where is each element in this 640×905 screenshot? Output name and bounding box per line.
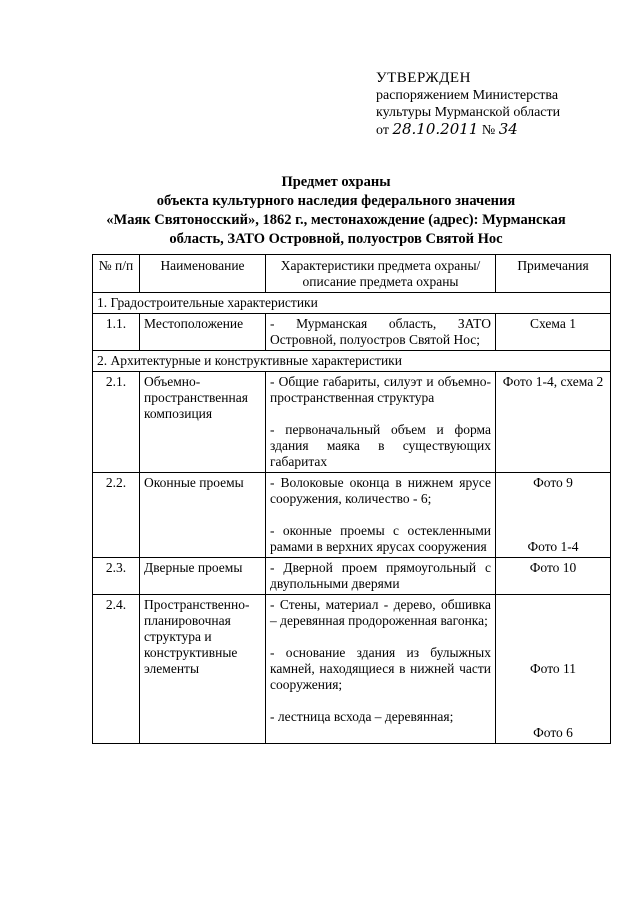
section-2-title: 2. Архитектурные и конструктивные характеристики — [93, 351, 611, 372]
row-note — [496, 595, 611, 744]
document-title — [70, 173, 602, 249]
table-row — [93, 372, 611, 473]
approval-date-line — [376, 121, 616, 139]
table-header-row — [93, 255, 611, 293]
handwritten-number: 34 — [498, 120, 518, 138]
row-desc — [266, 595, 496, 744]
approval-title: УТВЕРЖДЕН — [376, 70, 471, 86]
header-note: Примечания — [496, 255, 611, 293]
row-name: Пространственно-планировочная структура и конструктивные элементы — [140, 595, 266, 744]
note-item: Фото 1-4 — [527, 539, 579, 554]
header-num: № п/п — [93, 255, 140, 293]
title-line-4: область, ЗАТО Островной, полуостров Святой Нос — [169, 231, 503, 247]
row-num: 1.1. — [93, 314, 140, 351]
desc-item: - основание здания из булыжных камней, находящиеся в нижней части сооружения; — [270, 645, 491, 692]
table-row — [93, 314, 611, 351]
desc-item: - Волоковые оконца в нижнем ярусе сооружения, количество - 6; — [270, 475, 491, 506]
row-name: Объемно-пространственная композиция — [140, 372, 266, 473]
table-row — [93, 595, 611, 744]
row-note: Фото 1-4, схема 2 — [496, 372, 611, 473]
protection-table — [92, 254, 611, 744]
row-note: Фото 10 — [496, 558, 611, 595]
header-name: Наименование — [140, 255, 266, 293]
title-line-2: объекта культурного наследия федерального значения — [156, 193, 516, 209]
desc-item: - Стены, материал - дерево, обшивка – деревянная продороженная вагонка; — [270, 597, 491, 628]
table-row — [93, 558, 611, 595]
row-desc: - Дверной проем прямоугольный с двупольными дверями — [266, 558, 496, 595]
desc-item: - лестница всхода – деревянная; — [270, 709, 454, 724]
handwritten-date: 28.10.2011 — [392, 120, 479, 138]
row-name: Местоположение — [140, 314, 266, 351]
title-line-3: «Маяк Святоносский», 1862 г., местонахождение (адрес): Мурманская — [106, 212, 566, 228]
row-note — [496, 473, 611, 558]
section-1-title: 1. Градостроительные характеристики — [93, 293, 611, 314]
row-num: 2.2. — [93, 473, 140, 558]
row-num: 2.1. — [93, 372, 140, 473]
approval-line-2: культуры Мурманской области — [376, 105, 561, 120]
row-note: Схема 1 — [496, 314, 611, 351]
row-desc — [266, 473, 496, 558]
note-item: Фото 9 — [533, 475, 573, 490]
desc-item: - первоначальный объем и форма здания маяка в существующих габаритах — [270, 422, 491, 469]
from-label: от — [376, 123, 389, 138]
desc-item: - оконные проемы с остекленными рамами в верхних ярусах сооружения — [270, 523, 491, 554]
section-row — [93, 293, 611, 314]
approval-line-1: распоряжением Министерства — [376, 88, 559, 103]
approval-block — [376, 70, 616, 139]
row-name: Дверные проемы — [140, 558, 266, 595]
table-row — [93, 473, 611, 558]
row-desc — [266, 372, 496, 473]
row-num: 2.3. — [93, 558, 140, 595]
row-num: 2.4. — [93, 595, 140, 744]
row-desc: - Мурманская область, ЗАТО Островной, полуостров Святой Нос; — [266, 314, 496, 351]
note-item: Фото 11 — [529, 661, 577, 676]
title-line-1: Предмет охраны — [281, 174, 391, 190]
row-name: Оконные проемы — [140, 473, 266, 558]
header-desc: Характеристики предмета охраны/ описание предмета охраны — [266, 255, 496, 293]
note-item: Фото 6 — [533, 725, 573, 740]
section-row — [93, 351, 611, 372]
number-label: № — [481, 123, 496, 138]
desc-item: - Общие габариты, силуэт и объемно-пространственная структура — [270, 374, 491, 405]
